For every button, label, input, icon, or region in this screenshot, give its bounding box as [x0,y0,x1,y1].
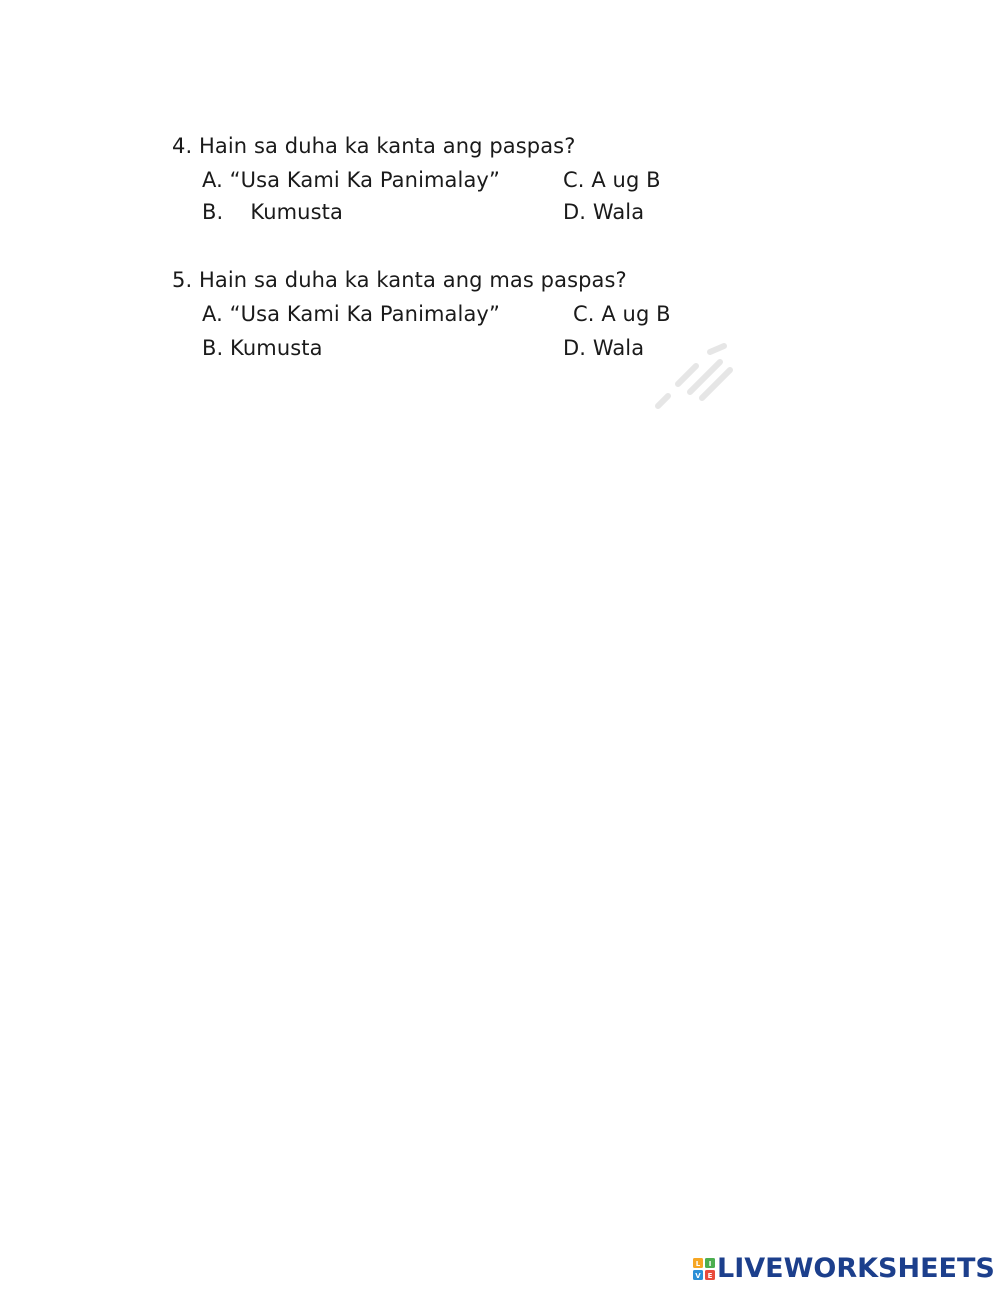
svg-text:V: V [695,1272,701,1280]
question-4-option-d: D. Wala [563,200,645,224]
watermark-mark [650,340,740,410]
liveworksheets-brand [693,1254,995,1284]
question-4-option-b: B. Kumusta [202,200,343,224]
question-4-option-a: A. “Usa Kami Ka Panimalay” [202,168,500,192]
svg-text:L: L [695,1260,701,1268]
liveworksheets-logo-icon [693,1258,715,1280]
question-5-stem: 5. Hain sa duha ka kanta ang mas paspas? [172,268,627,292]
brand-name: LIVEWORKSHEETS [717,1253,995,1284]
question-4-option-c: C. A ug B [563,168,661,192]
svg-text:E: E [707,1272,713,1280]
question-5-option-c: C. A ug B [573,302,671,326]
question-4-stem: 4. Hain sa duha ka kanta ang paspas? [172,134,576,158]
question-5-option-d: D. Wala [563,336,645,360]
question-5-option-b: B. Kumusta [202,336,323,360]
svg-text:I: I [708,1260,712,1268]
question-5-option-a: A. “Usa Kami Ka Panimalay” [202,302,500,326]
